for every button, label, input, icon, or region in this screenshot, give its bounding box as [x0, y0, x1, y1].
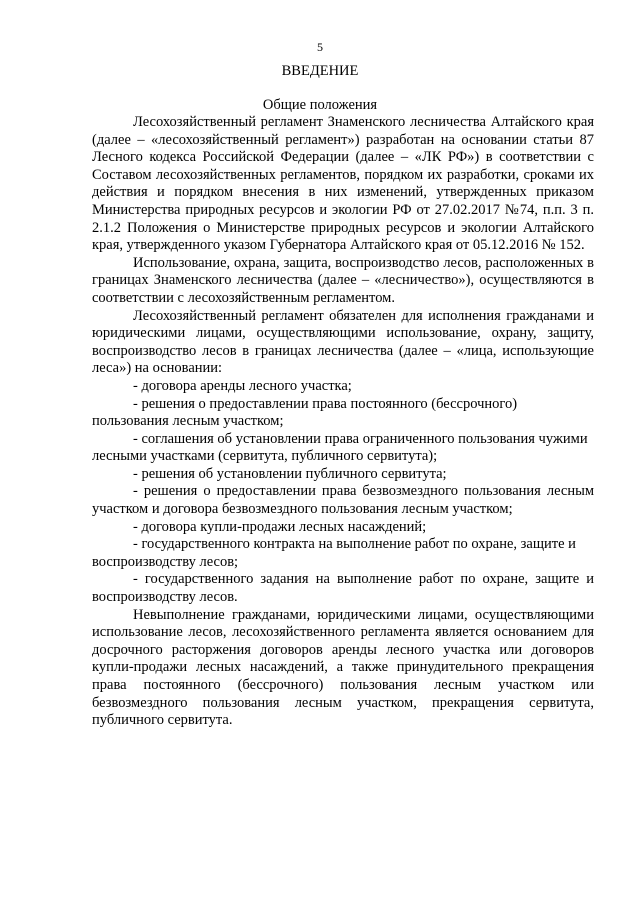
list-item: - государственного задания на выполнение работ по охране, защите и воспроизводству лесов. [92, 571, 594, 606]
page-number: 5 [317, 40, 323, 54]
list-item: - государственного контракта на выполнение работ по охране, защите и воспроизводству лесов; [92, 536, 576, 570]
paragraph-intro: Лесохозяйственный регламент Знаменского лесничества Алтайского края (далее – «лесохозяйственный регламент») разработан на основании статьи 87 Лесного кодекса Российской Федерации (далее – «ЛК РФ») в соответствии с Составом лесохозяйственных регламентов, порядком их разработки, сроками их действия и порядком внесения в них изменений, утвержденных приказом Министерства природных ресурсов и экологии РФ от 27.02.2017 №74, п.п. 3 п. 2.1.2 Положения о Министерстве природных ресурсов и экологии Алтайского края, утвержденного указом Губернатора Алтайского края от 05.12.2016 № 152. [92, 114, 594, 254]
list-item: - соглашения об установлении права ограниченного пользования чужими лесными участками (сервитута, публичного сервитута); [92, 430, 588, 465]
section-subheading: Общие положения [262, 97, 378, 113]
list-item: - решения об установлении публичного сервитута; [133, 465, 447, 482]
paragraph-obligation: Лесохозяйственный регламент обязателен для исполнения гражданами и юридическими лицами, осуществляющими использование, охрану, защиту, воспроизводство лесов в границах лесничества (далее – «лица, использующие леса») на основании: [92, 307, 594, 377]
list-item: - решения о предоставлении права постоянного (бессрочного) пользования лесным участком; [92, 395, 518, 430]
paragraph-noncompliance: Невыполнение гражданами, юридическими лицами, осуществляющими использование лесов, лесохозяйственного регламента является основанием для досрочного расторжения договоров аренды лесного участка или договоров купли-продажи лесных насаждений, а также принудительного прекращения права постоянного (бессрочного) пользования лесным участком или безвозмездного пользования лесным участком, прекращения сервитута, публичного сервитута. [92, 606, 594, 729]
section-heading: ВВЕДЕНИЕ [281, 63, 359, 79]
list-item: - договора купли-продажи лесных насаждений; [133, 518, 427, 535]
list-item: - решения о предоставлении права безвозмездного пользования лесным участком и договора безвозмездного пользования лесным участком; [92, 483, 594, 518]
document-body [92, 114, 594, 730]
paragraph-usage: Использование, охрана, защита, воспроизводство лесов, расположенных в границах Знаменского лесничества (далее – «лесничество»), осуществляются в соответствии с лесохозяйственным регламентом. [92, 254, 594, 306]
list-item: - договора аренды лесного участка; [133, 377, 352, 394]
